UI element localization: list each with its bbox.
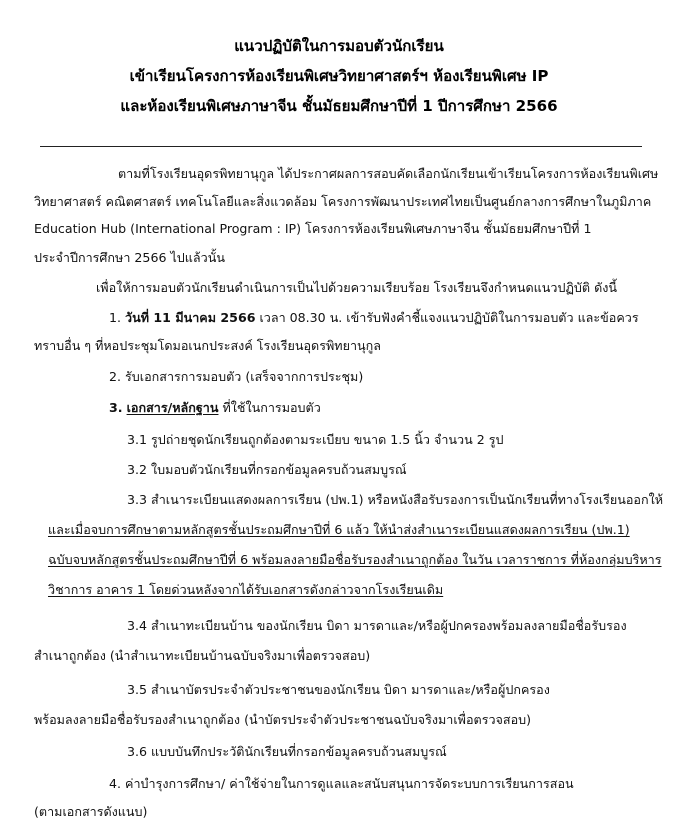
item-3-4-line-1: 3.4 สำเนาทะเบียนบ้าน ของนักเรียน บิดา มารดาและ/หรือผู้ปกครองพร้อมลงลายมือชื่อรับรอง (127, 618, 627, 633)
item-3-6: 3.6 แบบบันทึกประวัตินักเรียนที่กรอกข้อมูลครบถ้วนสมบูรณ์ (127, 744, 447, 759)
item-3-1: 3.1 รูปถ่ายชุดนักเรียนถูกต้องตามระเบียบ ขนาด 1.5 นิ้ว จำนวน 2 รูป (127, 432, 504, 447)
document-title-line-2: เข้าเรียนโครงการห้องเรียนพิเศษวิทยาศาสตร์ฯ ห้องเรียนพิเศษ IP (129, 67, 549, 85)
item-3-heading (109, 400, 321, 416)
item-1-date: วันที่ 11 มีนาคม 2566 (125, 310, 256, 325)
item-3-3-line-2: และเมื่อจบการศึกษาตามหลักสูตรชั้นประถมศึกษาปีที่ 6 แล้ว ให้นำส่งสำเนาระเบียนแสดงผลการเรียน (ปพ.1) (48, 522, 630, 537)
intro-line-1: ตามที่โรงเรียนอุดรพิทยานุกูล ได้ประกาศผลการสอบคัดเลือกนักเรียนเข้าเรียนโครงการห้องเรียนพิเศษ (118, 166, 659, 181)
item-1-line-2: ทราบอื่น ๆ ที่หอประชุมโดมอเนกประสงค์ โรงเรียนอุดรพิทยานุกูล (34, 338, 381, 353)
item-3-number: 3. (109, 400, 123, 415)
item-1-text: เวลา 08.30 น. เข้ารับฟังคำชี้แจงแนวปฏิบัติในการมอบตัว และข้อควร (255, 310, 639, 325)
item-3-5-line-1: 3.5 สำเนาบัตรประจำตัวประชาชนของนักเรียน บิดา มารดาและ/หรือผู้ปกครอง (127, 682, 550, 697)
item-3-3-line-1: 3.3 สำเนาระเบียนแสดงผลการเรียน (ปพ.1) หรือหนังสือรับรองการเป็นนักเรียนที่ทางโรงเรียนออกให้ (127, 492, 664, 507)
item-3-4-line-2: สำเนาถูกต้อง (นำสำเนาทะเบียนบ้านฉบับจริงมาเพื่อตรวจสอบ) (34, 648, 371, 663)
item-3-text: ที่ใช้ในการมอบตัว (218, 400, 321, 415)
document-title-line-3: และห้องเรียนพิเศษภาษาจีน ชั้นมัธยมศึกษาปีที่ 1 ปีการศึกษา 2566 (120, 97, 558, 115)
item-4-line-1: 4. ค่าบำรุงการศึกษา/ ค่าใช้จ่ายในการดูแลและสนับสนุนการจัดระบบการเรียนการสอน (109, 776, 574, 791)
item-3-5-line-2: พร้อมลงลายมือชื่อรับรองสำเนาถูกต้อง (นำบัตรประจำตัวประชาชนฉบับจริงมาเพื่อตรวจสอบ) (34, 712, 532, 727)
item-4-line-2: (ตามเอกสารดังแนบ) (34, 804, 148, 819)
item-3-3-line-4: วิชาการ อาคาร 1 โดยด่วนหลังจากได้รับเอกสารดังกล่าวจากโรงเรียนเดิม (48, 582, 444, 597)
intro-line-4: ประจำปีการศึกษา 2566 ไปแล้วนั้น (34, 250, 225, 265)
item-2: 2. รับเอกสารการมอบตัว (เสร็จจากการประชุม) (109, 369, 364, 384)
item-3-2: 3.2 ใบมอบตัวนักเรียนที่กรอกข้อมูลครบถ้วนสมบูรณ์ (127, 462, 407, 477)
item-3-label: เอกสาร/หลักฐาน (126, 400, 219, 415)
purpose-paragraph: เพื่อให้การมอบตัวนักเรียนดำเนินการเป็นไปด้วยความเรียบร้อย โรงเรียนจึงกำหนดแนวปฏิบัติ ดังนี้ (96, 280, 618, 295)
item-1-line-1 (109, 310, 639, 326)
intro-line-2: วิทยาศาสตร์ คณิตศาสตร์ เทคโนโลยีและสิ่งแวดล้อม โครงการพัฒนาประเทศไทยเป็นศูนย์กลางการศึกษาในภูมิภาค (34, 194, 652, 209)
item-3-3-line-3: ฉบับจบหลักสูตรชั้นประถมศึกษาปีที่ 6 พร้อมลงลายมือชื่อรับรองสำเนาถูกต้อง ในวัน เวลาราชการ ที่ห้องกลุ่มบริหาร (48, 552, 662, 567)
document-title-line-1: แนวปฏิบัติในการมอบตัวนักเรียน (234, 37, 444, 55)
intro-line-3: Education Hub (International Program : IP) โครงการห้องเรียนพิเศษภาษาจีน ชั้นมัธยมศึกษาปีที่ 1 (34, 221, 592, 236)
title-divider (40, 146, 642, 147)
item-1-number: 1. (109, 310, 122, 325)
